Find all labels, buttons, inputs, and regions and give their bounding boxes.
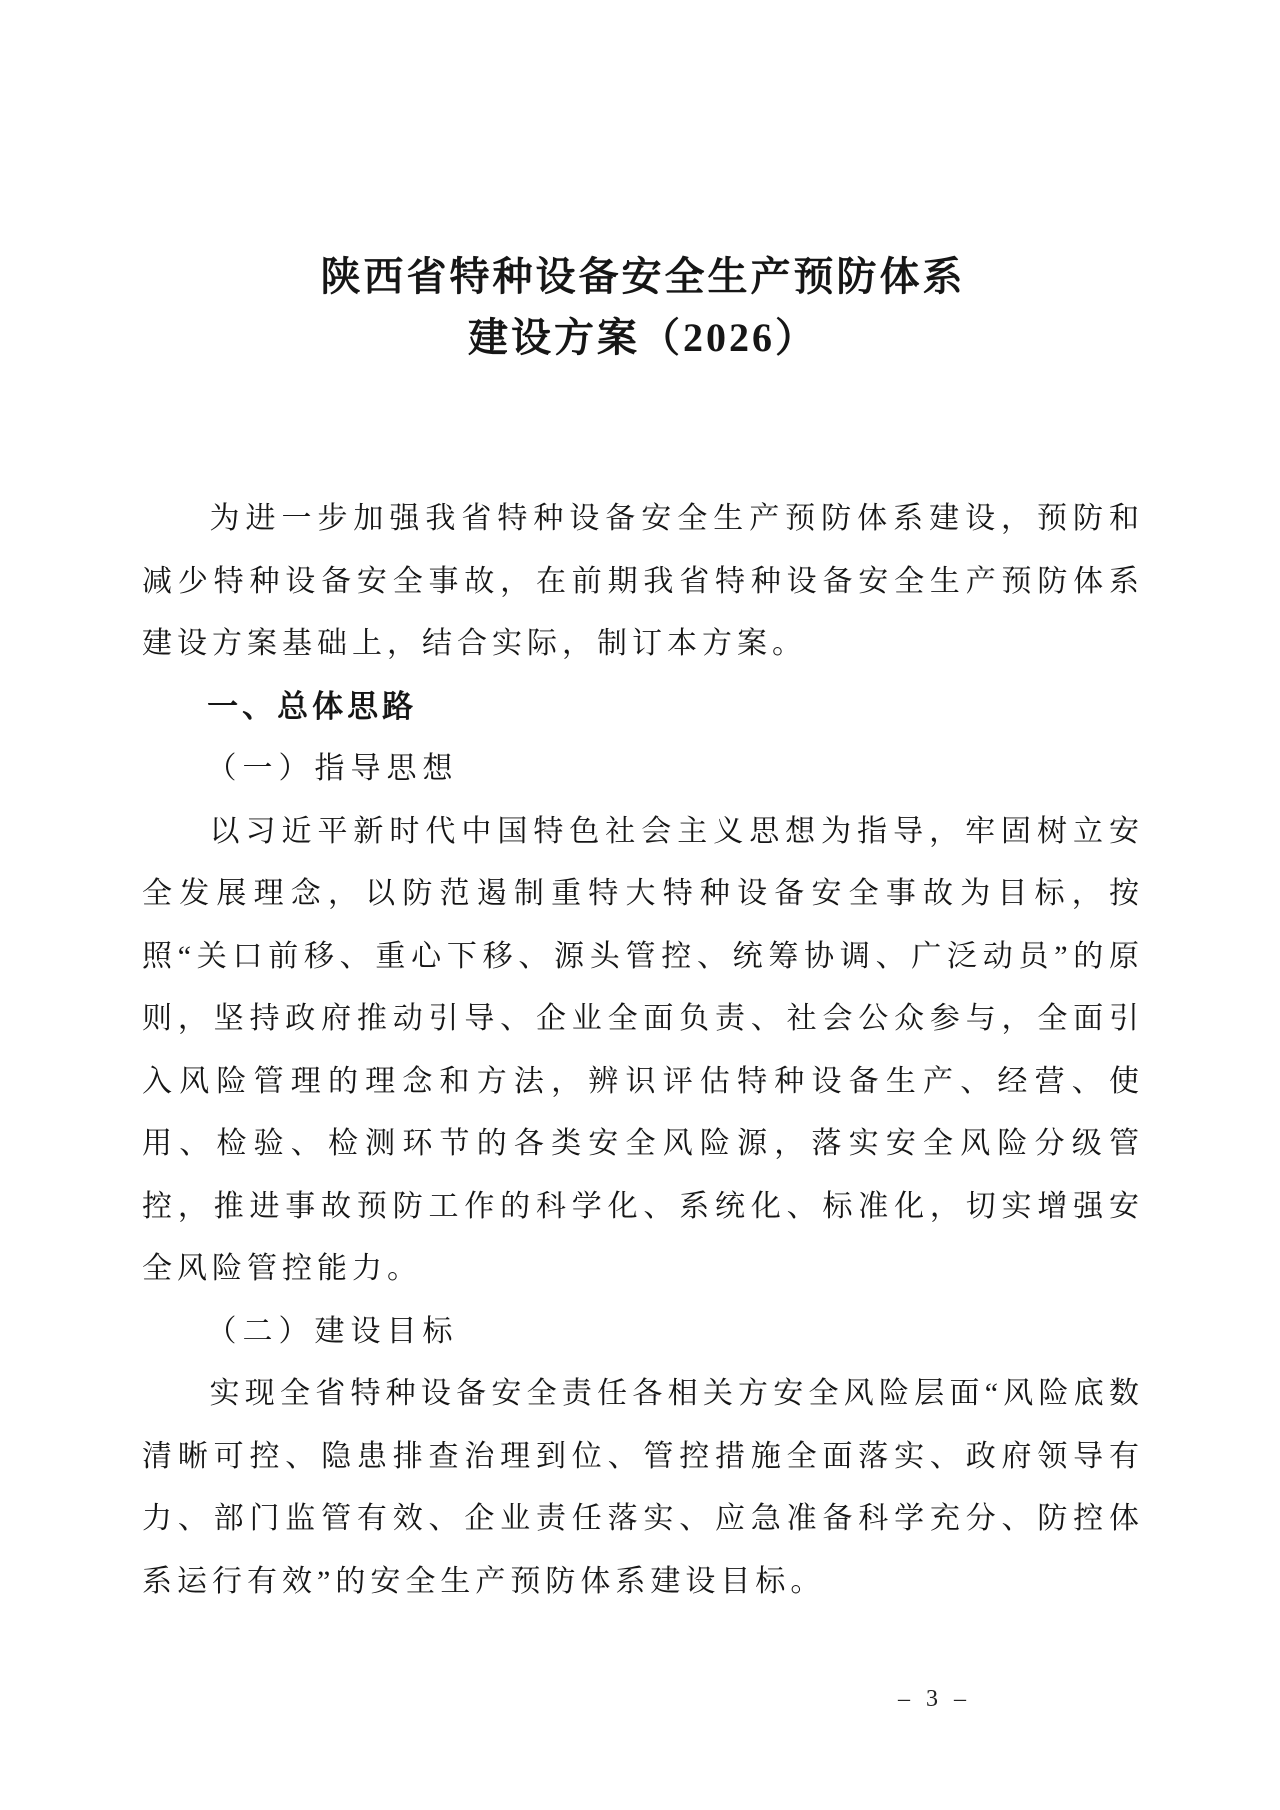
subsection-heading-construction-goals: （二）建设目标 <box>206 1314 459 1348</box>
section-heading-overall-thinking: 一、总体思路 <box>207 688 418 724</box>
guiding-ideology-paragraph: 以习近平新时代中国特色社会主义思想为指导，牢固树立安全发展理念，以防范遏制重特大特种设备安全事故为目标，按照“关口前移、重心下移、源头管控、统筹协调、广泛动员”的原则，坚持政府推动引导、企业全面负责、社会公众参与，全面引入风险管理的理念和方法，辨识评估特种设备生产、经营、使用、检验、检测环节的各类安全风险源，落实安全风险分级管控，推进事故预防工作的科学化、系统化、标准化，切实增强安全风险管控能力。 <box>142 814 1144 1285</box>
intro-paragraph: 为进一步加强我省特种设备安全生产预防体系建设，预防和减少特种设备安全事故，在前期我省特种设备安全生产预防体系建设方案基础上，结合实际，制订本方案。 <box>142 502 1144 660</box>
construction-goals-paragraph: 实现全省特种设备安全责任各相关方安全风险层面“风险底数清晰可控、隐患排查治理到位、管控措施全面落实、政府领导有力、部门监管有效、企业责任落实、应急准备科学充分、防控体系运行有效”的安全生产预防体系建设目标。 <box>142 1377 1144 1598</box>
document-body <box>142 488 1144 1613</box>
document-content <box>142 0 1144 1613</box>
document-title-line-1: 陕西省特种设备安全生产预防体系 <box>320 254 966 299</box>
page-number: – 3 – <box>898 1686 971 1712</box>
document-title-line-2: 建设方案（2026） <box>468 315 818 360</box>
document-title <box>142 0 1144 368</box>
subsection-heading-guiding-ideology: （一）指导思想 <box>206 752 459 785</box>
